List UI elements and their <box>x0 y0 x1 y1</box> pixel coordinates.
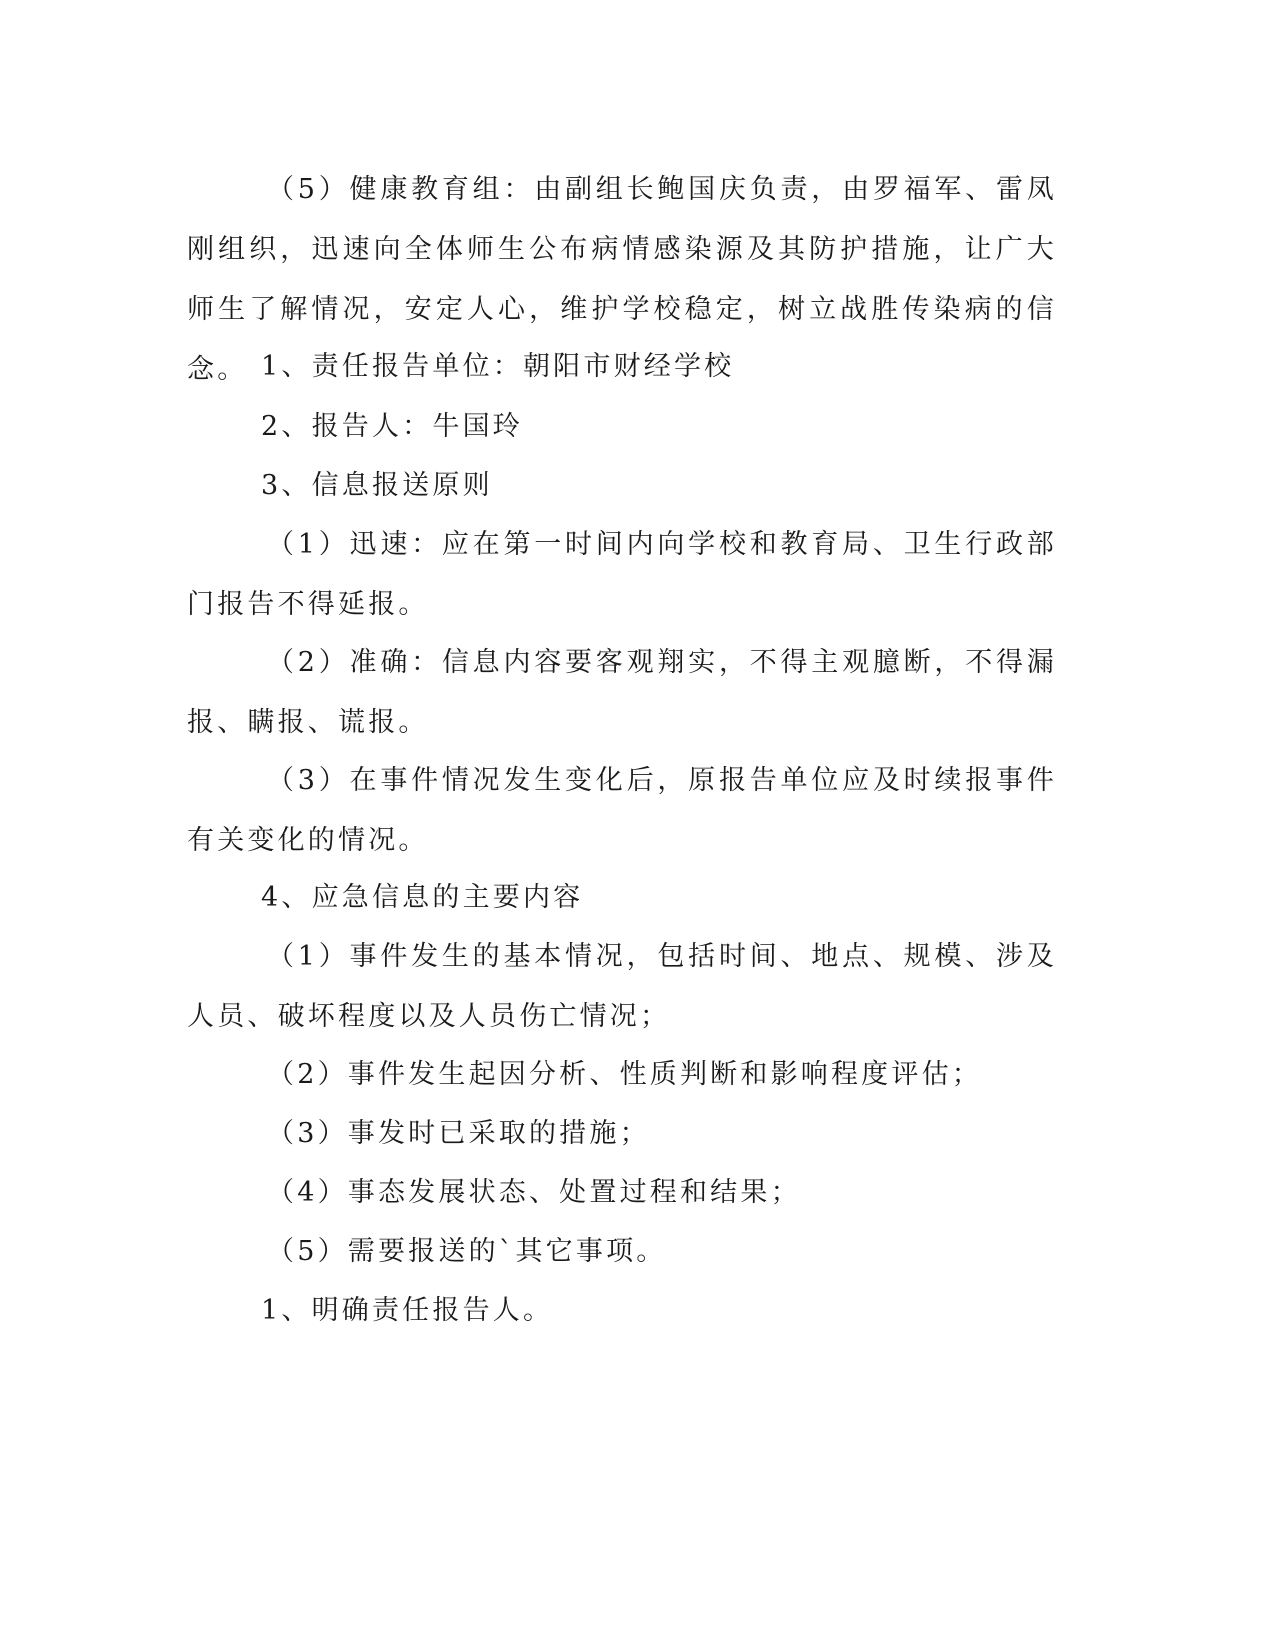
paragraph-content-other-matters: （5）需要报送的`其它事项。 <box>267 1236 667 1267</box>
paragraph-content-development: （4）事态发展状态、处置过程和结果； <box>267 1177 801 1208</box>
paragraph-reporter: 2、报告人：牛国玲 <box>261 411 523 442</box>
paragraph-reporting-unit: 1、责任报告单位：朝阳市财经学校 <box>261 351 735 382</box>
paragraph-principle-followup: （3）在事件情况发生变化后，原报告单位应及时续报事件有关变化的情况。 <box>187 765 1057 856</box>
paragraph-health-education: （5）健康教育组：由副组长鲍国庆负责，由罗福军、雷凤刚组织，迅速向全体师生公布病情感染源及其防护措施，让广大师生了解情况，安定人心，维护学校稳定，树立战胜传染病的信念。 <box>187 174 1057 385</box>
paragraph-content-basic-situation: （1）事件发生的基本情况，包括时间、地点、规模、涉及人员、破坏程度以及人员伤亡情况； <box>187 941 1057 1032</box>
paragraph-main-content-heading: 4、应急信息的主要内容 <box>261 882 584 913</box>
paragraph-principle-accuracy: （2）准确：信息内容要客观翔实，不得主观臆断，不得漏报、瞒报、谎报。 <box>187 647 1057 738</box>
paragraph-content-measures: （3）事发时已采取的措施； <box>267 1118 650 1149</box>
paragraph-principle-speed: （1）迅速：应在第一时间内向学校和教育局、卫生行政部门报告不得延报。 <box>187 529 1057 620</box>
paragraph-reporting-principles: 3、信息报送原则 <box>261 470 493 501</box>
paragraph-content-cause-analysis: （2）事件发生起因分析、性质判断和影响程度评估； <box>267 1059 982 1090</box>
paragraph-responsible-reporter: 1、明确责任报告人。 <box>261 1295 554 1326</box>
